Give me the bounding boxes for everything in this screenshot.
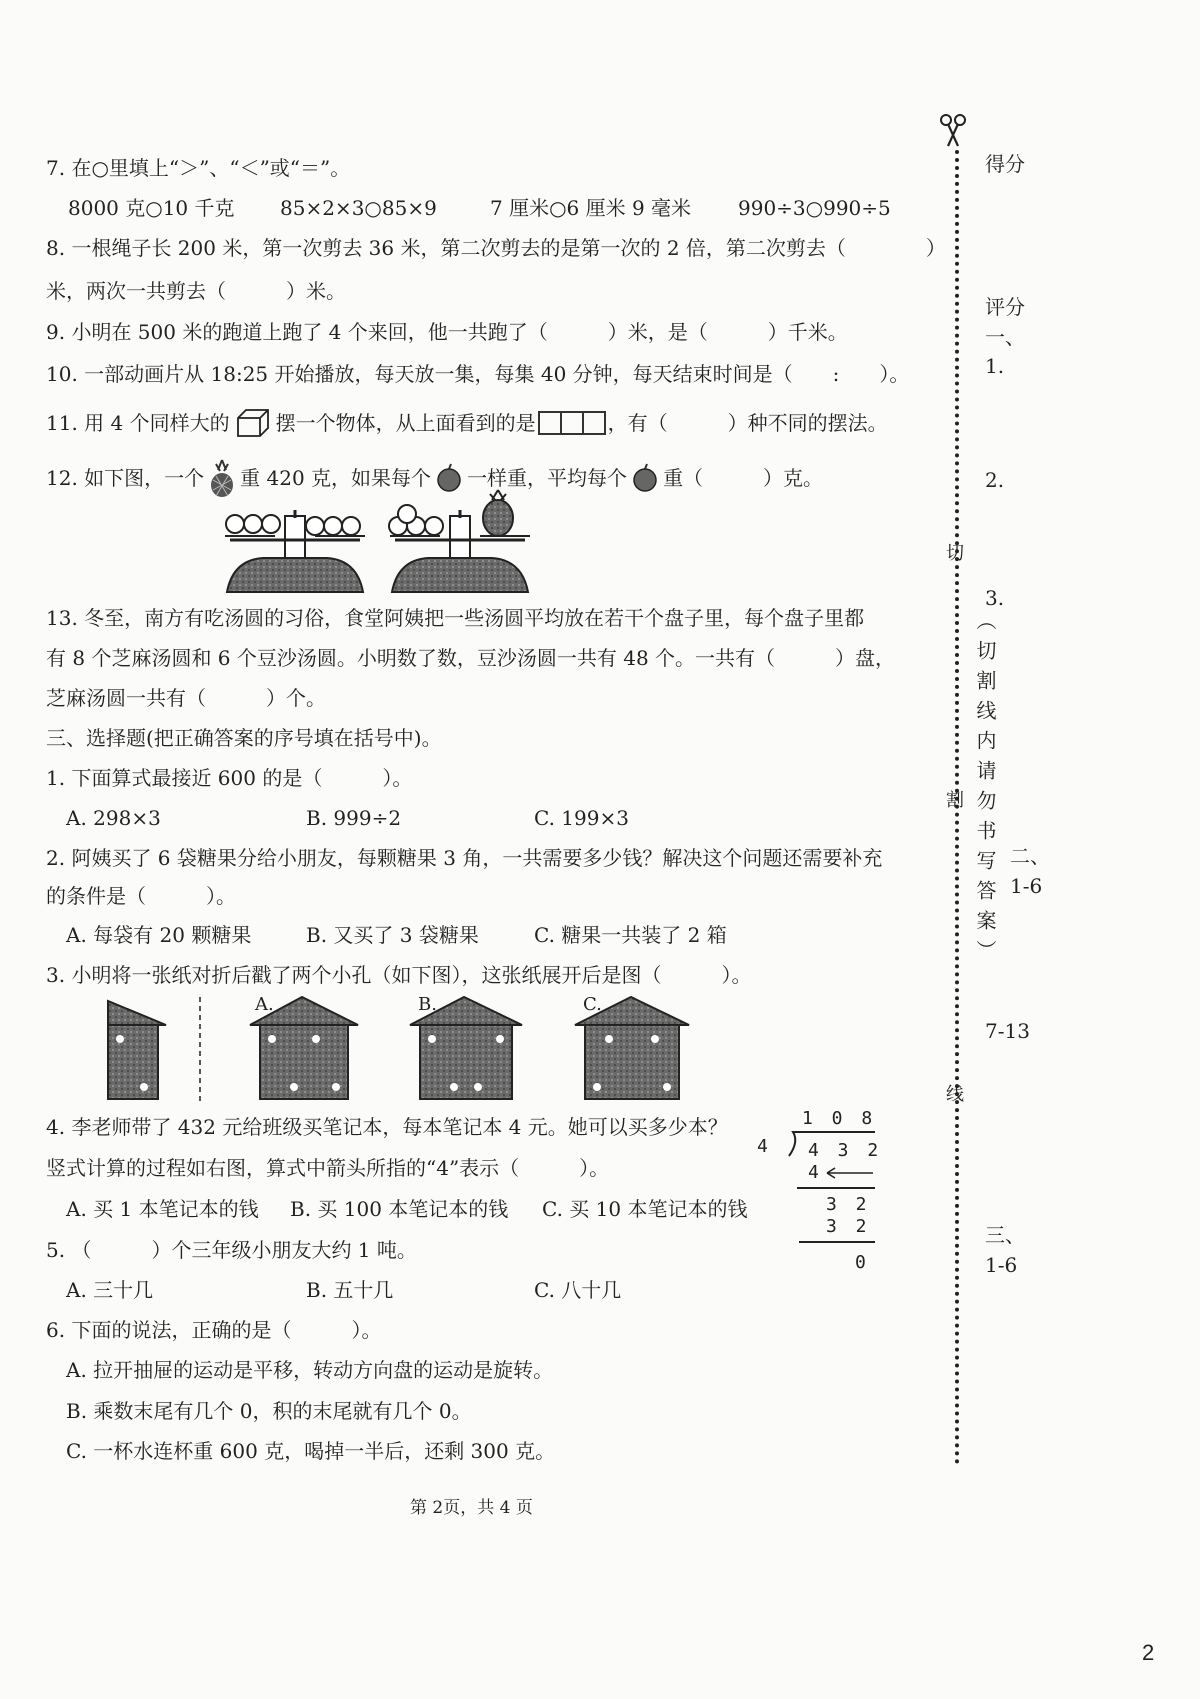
q7-item-2: 85×2×3○85×9 bbox=[280, 196, 437, 220]
paper-label-c: C. bbox=[583, 994, 602, 1015]
s3-q6-stem: 6. 下面的说法，正确的是（ ）。 bbox=[46, 1318, 382, 1342]
scissors-icon bbox=[938, 114, 968, 148]
s3-q4-line1: 4. 李老师带了 432 元给班级买笔记本，每本笔记本 4 元。她可以买多少本？ bbox=[46, 1115, 728, 1139]
score-item-3: 3. bbox=[985, 586, 1005, 610]
q9-text: 9. 小明在 500 米的跑道上跑了 4 个来回，他一共跑了（ ）米，是（ ）千米。 bbox=[46, 320, 848, 344]
s3-q6-option-b: B. 乘数末尾有几个 0，积的末尾就有几个 0。 bbox=[66, 1399, 472, 1423]
s3-q2-line1: 2. 阿姨买了 6 袋糖果分给小朋友，每颗糖果 3 角，一共需要多少钱？解决这个问题还需要补充 bbox=[46, 846, 883, 870]
s3-q4-option-c: C. 买 10 本笔记本的钱 bbox=[542, 1197, 748, 1221]
score-label-pingfen: 评分 bbox=[985, 295, 1025, 319]
q13-line3: 芝麻汤圆一共有（ ）个。 bbox=[46, 686, 326, 710]
score-item-1: 1. bbox=[985, 354, 1005, 378]
balance-scale-left bbox=[225, 510, 365, 592]
division-step2a: 3 2 bbox=[826, 1194, 871, 1215]
q12-part-d: 重（ ）克。 bbox=[663, 466, 824, 490]
q7-item-3: 7 厘米○6 厘米 9 毫米 bbox=[490, 196, 692, 220]
division-divisor: 4 bbox=[757, 1136, 768, 1157]
cut-char-1: 切 bbox=[946, 543, 964, 564]
folded-paper bbox=[108, 997, 200, 1101]
s3-q4-line2: 竖式计算的过程如右图，算式中箭头所指的“4”表示（ ）。 bbox=[46, 1156, 610, 1180]
q7-stem: 7. 在○里填上“＞”、“＜”或“＝”。 bbox=[46, 156, 351, 180]
s3-q2-option-b: B. 又买了 3 袋糖果 bbox=[306, 923, 479, 947]
s3-q2-option-a: A. 每袋有 20 颗糖果 bbox=[66, 923, 252, 947]
cube-icon bbox=[236, 408, 270, 438]
q11-part-a: 11. 用 4 个同样大的 bbox=[46, 411, 230, 435]
s3-q6-option-c: C. 一杯水连杯重 600 克，喝掉一半后，还剩 300 克。 bbox=[66, 1439, 556, 1463]
q11-text bbox=[46, 408, 888, 438]
q8-line2: 米，两次一共剪去（ ）米。 bbox=[46, 279, 346, 303]
score-section-2: 二、 bbox=[1010, 844, 1050, 868]
s3-q1-option-b: B. 999÷2 bbox=[306, 806, 402, 830]
score-label-defen: 得分 bbox=[985, 152, 1025, 176]
q11-part-b: 摆一个物体，从上面看到的是 bbox=[275, 411, 536, 435]
division-lines bbox=[785, 1130, 885, 1245]
score-section-1: 一、 bbox=[985, 325, 1025, 349]
folded-paper-figures bbox=[100, 995, 700, 1105]
division-quotient: 1 0 8 bbox=[802, 1108, 877, 1129]
s3-q5-option-b: B. 五十几 bbox=[306, 1278, 394, 1302]
s3-q4-option-a: A. 买 1 本笔记本的钱 bbox=[66, 1197, 259, 1221]
score-range-3-1-6: 1-6 bbox=[985, 1253, 1018, 1277]
s3-q3-stem: 3. 小明将一张纸对折后戳了两个小孔（如下图），这张纸展开后是图（ ）。 bbox=[46, 963, 752, 987]
s3-q5-option-c: C. 八十几 bbox=[534, 1278, 622, 1302]
s3-q4-option-b: B. 买 100 本笔记本的钱 bbox=[290, 1197, 509, 1221]
q7-item-4: 990÷3○990÷5 bbox=[738, 196, 891, 220]
corner-page-number: 2 bbox=[1142, 1640, 1155, 1665]
q11-part-c: ，有（ ）种不同的摆法。 bbox=[607, 411, 888, 435]
apple-icon bbox=[631, 463, 659, 493]
q8-line1: 8. 一根绳子长 200 米，第一次剪去 36 米，第二次剪去的是第一次的 2 倍，第二次剪去（ ） bbox=[46, 236, 946, 260]
cut-char-2: 割 bbox=[946, 790, 964, 811]
q7-item-1: 8000 克○10 千克 bbox=[68, 196, 235, 220]
cut-line-note: （切割线内请勿书写答案） bbox=[973, 610, 997, 970]
score-range-2-1-6: 1-6 bbox=[1010, 874, 1043, 898]
division-step1: 4 bbox=[808, 1162, 819, 1183]
s3-q5-stem: 5. （ ）个三年级小朋友大约 1 吨。 bbox=[46, 1238, 417, 1262]
score-section-3: 三、 bbox=[985, 1223, 1025, 1247]
paper-label-b: B. bbox=[418, 994, 437, 1015]
q13-line1: 13. 冬至，南方有吃汤圆的习俗，食堂阿姨把一些汤圆平均放在若干个盘子里，每个盘子里都 bbox=[46, 606, 865, 630]
s3-q6-option-a: A. 拉开抽屉的运动是平移，转动方向盘的运动是旋转。 bbox=[66, 1358, 554, 1382]
section3-heading: 三、选择题(把正确答案的序号填在括号中)。 bbox=[46, 726, 442, 750]
balance-scales-figure bbox=[215, 488, 545, 594]
q12-part-a: 12. 如下图，一个 bbox=[46, 466, 205, 490]
top-view-icon bbox=[538, 411, 606, 435]
score-item-2: 2. bbox=[985, 468, 1005, 492]
paper-label-a: A. bbox=[255, 994, 274, 1015]
division-step2b: 3 2 bbox=[826, 1216, 871, 1237]
cut-char-3: 线 bbox=[946, 1084, 964, 1105]
s3-q1-stem: 1. 下面算式最接近 600 的是（ ）。 bbox=[46, 766, 413, 790]
division-remainder: 0 bbox=[855, 1252, 866, 1273]
s3-q5-option-a: A. 三十几 bbox=[66, 1278, 154, 1302]
s3-q2-line2: 的条件是（ ）。 bbox=[46, 884, 236, 908]
balance-scale-right bbox=[389, 490, 530, 592]
s3-q1-option-c: C. 199×3 bbox=[534, 806, 629, 830]
page-number-label: 第 2页，共 4 页 bbox=[410, 1498, 533, 1518]
s3-q1-option-a: A. 298×3 bbox=[66, 806, 161, 830]
q13-line2: 有 8 个芝麻汤圆和 6 个豆沙汤圆。小明数了数，豆沙汤圆一共有 48 个。一共有（ ）盘， bbox=[46, 646, 896, 670]
score-range-7-13: 7-13 bbox=[985, 1019, 1030, 1043]
q12-part-b: 重 420 克，如果每个 bbox=[240, 466, 432, 490]
s3-q2-option-c: C. 糖果一共装了 2 箱 bbox=[534, 923, 727, 947]
q12-part-c: 一样重，平均每个 bbox=[467, 466, 628, 490]
q10-text: 10. 一部动画片从 18:25 开始播放，每天放一集，每集 40 分钟，每天结束时间是（ : ）。 bbox=[46, 362, 910, 386]
division-dividend: 4 3 2 bbox=[808, 1140, 883, 1161]
